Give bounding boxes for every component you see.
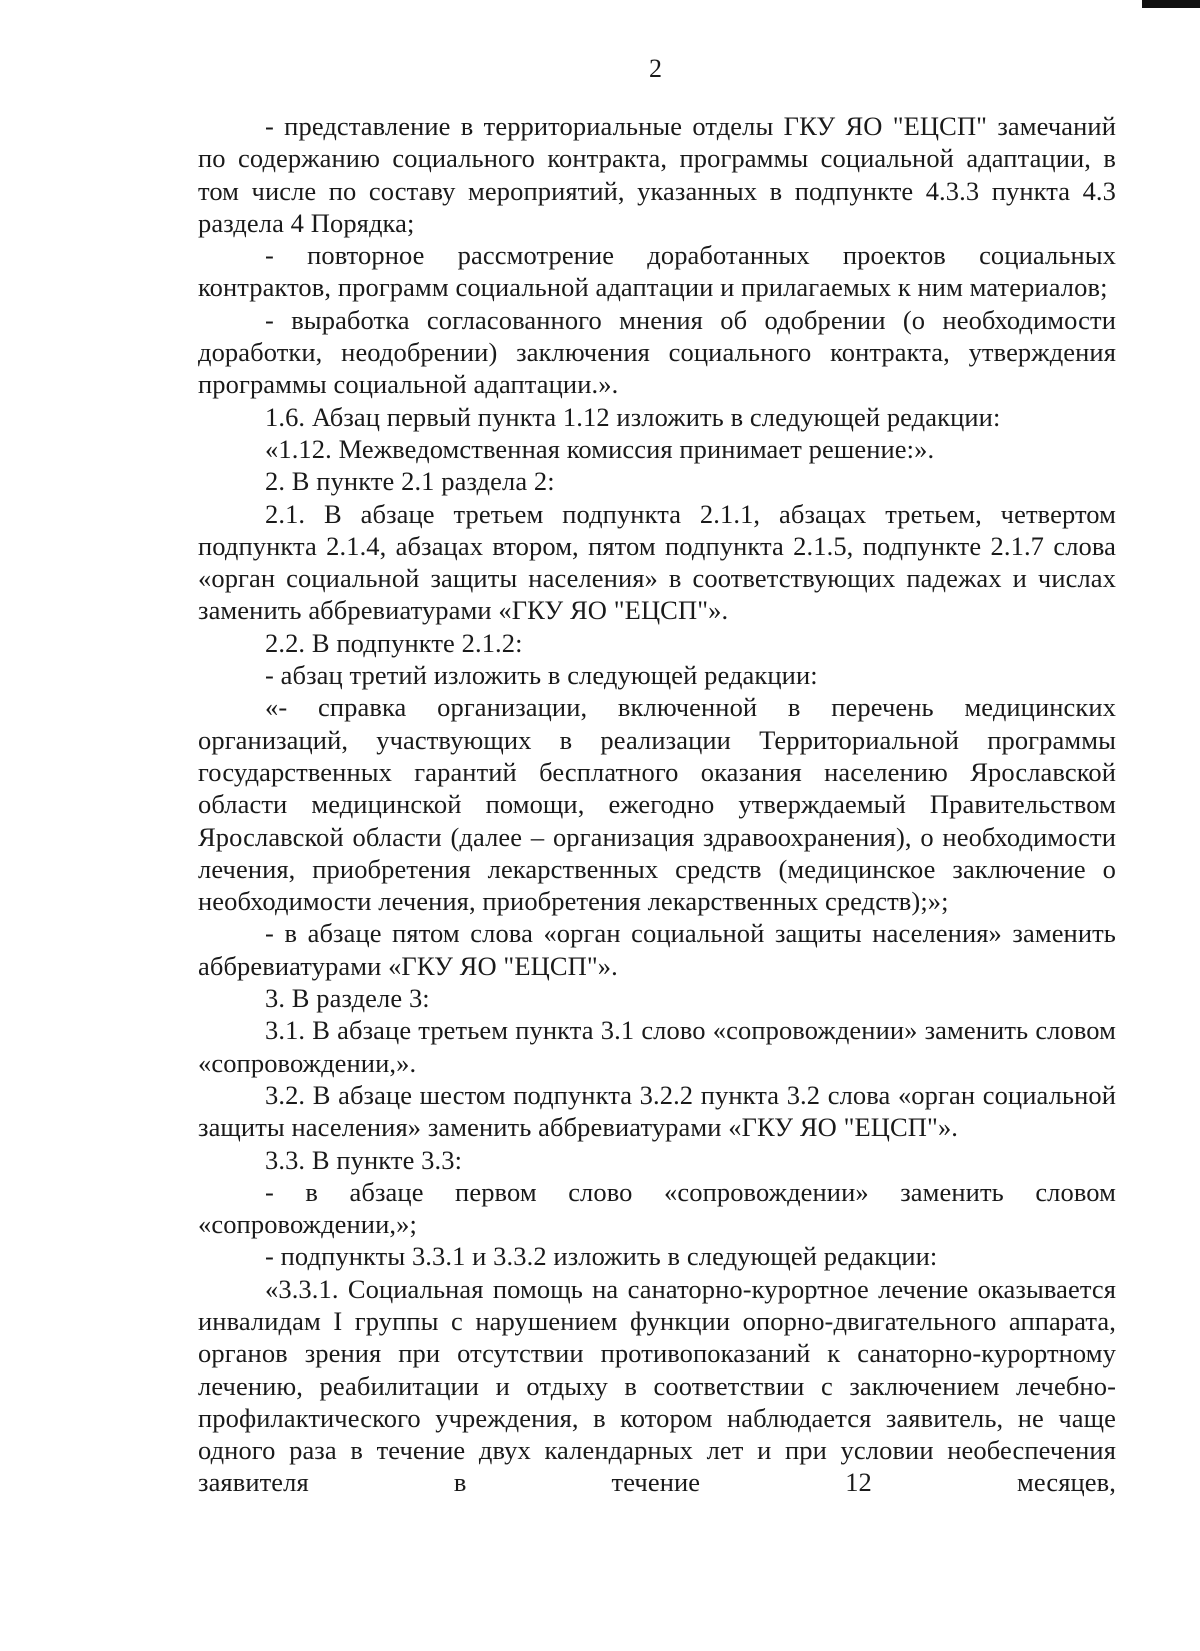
paragraph-third-abzac: - абзац третий изложить в следующей редакции: <box>265 660 818 691</box>
paragraph-3-3: 3.3. В пункте 3.3: <box>265 1144 463 1175</box>
paragraph-medical-certificate: «- справка организации, включенной в перечень медицинских организаций, участвующих в реализации Территориальной программы государственных гарантий бесплатного оказания населению Ярославской области медицинской помощи, ежегодно утверждаемый Правительством Ярославской области (далее – организация здравоохранения), о необходимости лечения, приобретения лекарственных средств (медицинское заключение о необходимости лечения, приобретения лекарственных средств);»; <box>198 692 1116 917</box>
document-body <box>198 110 1116 1499</box>
paragraph-3-1: 3.1. В абзаце третьем пункта 3.1 слово «сопровождении» заменить словом «сопровождении,». <box>198 1015 1116 1078</box>
paragraph-1-12-quote: «1.12. Межведомственная комиссия принимает решение:». <box>265 433 935 464</box>
paragraph-agreed-opinion: - выработка согласованного мнения об одобрении (о необходимости доработки, неодобрении) заключения социального контракта, утверждения программы социальной адаптации.». <box>198 304 1116 400</box>
paragraph-3-2: 3.2. В абзаце шестом подпункта 3.2.2 пункта 3.2 слова «орган социальной защиты населения» заменить аббревиатурами «ГКУ ЯО "ЕЦСП"». <box>198 1079 1116 1143</box>
paragraph-1-6: 1.6. Абзац первый пункта 1.12 изложить в следующей редакции: <box>265 401 1001 432</box>
paragraph-section-2: 2. В пункте 2.1 раздела 2: <box>265 466 555 497</box>
paragraph-3-3-1: «3.3.1. Социальная помощь на санаторно-курортное лечение оказывается инвалидам I группы с нарушением функции опорно-двигательного аппарата, органов зрения при отсутствии противопоказаний к санаторно-курортному лечению, реабилитации и отдыху в соответствии с заключением лечебно-профилактического учреждения, в котором наблюдается заявитель, не чаще одного раза в течение двух календарных лет и при условии необеспечения заявителя в течение 12 месяцев, <box>198 1273 1116 1498</box>
page-number: 2 <box>649 54 662 83</box>
paragraph-2-1: 2.1. В абзаце третьем подпункта 2.1.1, абзацах третьем, четвертом подпункта 2.1.4, абзацах втором, пятом подпункта 2.1.5, подпункте 2.1.7 слова «орган социальной защиты населения» в соответствующих падежах и числах заменить аббревиатурами «ГКУ ЯО "ЕЦСП"». <box>198 498 1116 626</box>
paragraph-subpoints: - подпункты 3.3.1 и 3.3.2 изложить в следующей редакции: <box>265 1241 938 1272</box>
paragraph-repeat-review: - повторное рассмотрение доработанных проектов социальных контрактов, программ социальной адаптации и прилагаемых к ним материалов; <box>198 240 1116 303</box>
paragraph-fifth-abzac: - в абзаце пятом слова «орган социальной защиты населения» заменить аббревиатурами «ГКУ ЯО "ЕЦСП"». <box>198 918 1116 981</box>
paragraph-submission-remarks: - представление в территориальные отделы ГКУ ЯО "ЕЦСП" замечаний по содержанию социального контракта, программы социальной адаптации, в том числе по составу мероприятий, указанных в подпункте 4.3.3 пункта 4.3 раздела 4 Порядка; <box>198 111 1116 238</box>
scan-corner-mark <box>1142 0 1200 8</box>
paragraph-2-2: 2.2. В подпункте 2.1.2: <box>265 627 523 658</box>
paragraph-section-3: 3. В разделе 3: <box>265 983 430 1014</box>
paragraph-first-abzac: - в абзаце первом слово «сопровождении» заменить словом «сопровождении,»; <box>198 1176 1116 1240</box>
